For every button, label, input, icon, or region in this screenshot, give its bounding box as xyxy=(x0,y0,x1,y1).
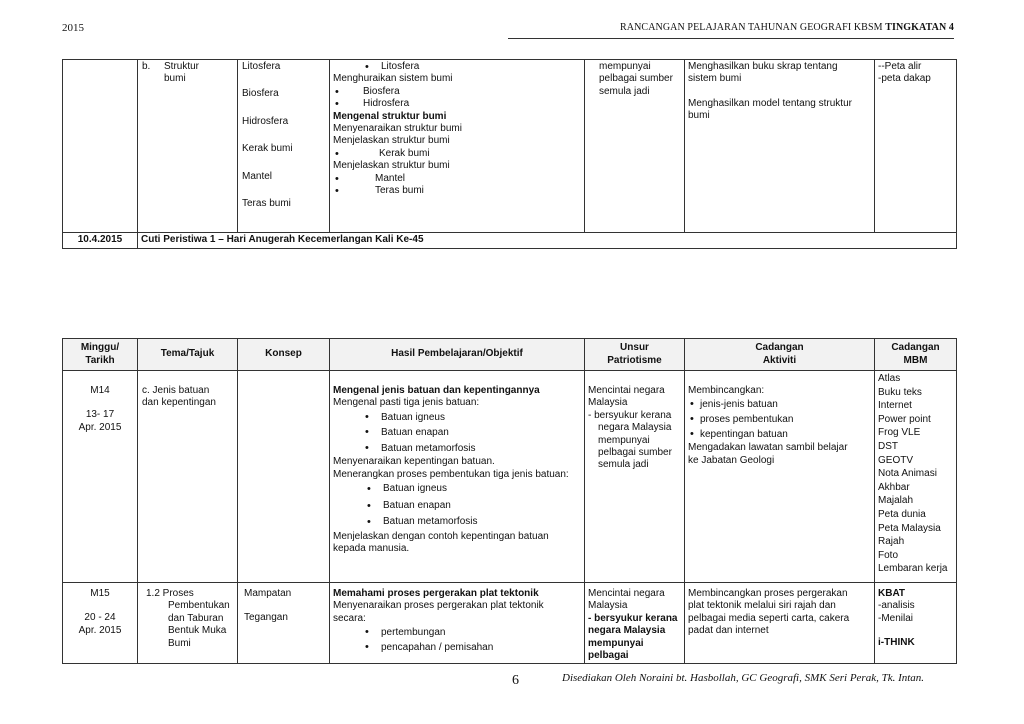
patriotism-line: semula jadi xyxy=(598,459,649,471)
objective-bullet: • Batuan metamorfosis xyxy=(333,441,581,457)
holiday-text: Cuti Peristiwa 1 – Hari Anugerah Kecemerlangan Kali Ke-45 xyxy=(138,233,957,249)
activity-bullet: • jenis-jenis batuan xyxy=(688,397,871,412)
week-date: Apr. 2015 xyxy=(78,421,122,433)
week-number: M14 xyxy=(90,385,110,396)
objective-cell xyxy=(330,371,585,583)
activity-line: pelbagai media seperti carta, cakera xyxy=(688,612,850,624)
topic-line: Pembentukan xyxy=(168,600,230,612)
header-year: 2015 xyxy=(62,22,84,34)
patriotism-line: pelbagai sumber xyxy=(599,73,673,85)
header-text: Patriotisme xyxy=(607,354,662,366)
week-date: 13- 17 xyxy=(85,409,115,421)
objective-line: Mengenal pasti tiga jenis batuan: xyxy=(333,397,480,409)
mbm-item: Foto xyxy=(878,549,899,561)
topic-line: Bentuk Muka xyxy=(168,625,227,637)
objective-bullet: • Teras bumi xyxy=(333,185,581,197)
mbm-item: Buku teks xyxy=(878,386,922,398)
objective-bullet: • Biosfera xyxy=(333,86,581,98)
patriotism-line: Malaysia xyxy=(588,397,628,409)
objective-bullet: • Hidrosfera xyxy=(333,98,581,110)
objective-heading: Mengenal struktur bumi xyxy=(333,110,447,122)
mbm-item: Power point xyxy=(878,413,931,425)
page-number: 6 xyxy=(512,673,519,688)
activity-cell xyxy=(685,371,875,583)
header-title-main: RANCANGAN PELAJARAN TAHUNAN GEOGRAFI KBSM xyxy=(620,22,886,33)
patriotism-line: mempunyai xyxy=(598,434,650,446)
concept-item: Mantel xyxy=(242,170,273,182)
activity-line: Mengadakan lawatan sambil belajar xyxy=(688,442,848,454)
table-row xyxy=(63,60,957,233)
topic-cell xyxy=(138,60,238,233)
topic-line: bumi xyxy=(164,73,186,85)
mbm-item: Rajah xyxy=(878,536,905,548)
patriotism-line: Mencintai negara xyxy=(588,588,665,599)
mbm-item: Lembaran kerja xyxy=(878,563,948,575)
activity-cell xyxy=(685,583,875,664)
table-row-m15 xyxy=(63,583,957,664)
mbm-item: Frog VLE xyxy=(878,427,921,439)
objective-bullet: • Mantel xyxy=(333,173,581,185)
week-cell xyxy=(63,60,138,233)
concept-item: Mampatan xyxy=(244,588,292,599)
mbm-cell xyxy=(875,371,957,583)
col-header-topic: Tema/Tajuk xyxy=(138,339,238,371)
concept-item: Teras bumi xyxy=(242,198,291,210)
activity-line: Membincangkan: xyxy=(688,385,765,396)
activity-line: bumi xyxy=(688,110,710,122)
patriotism-line: negara Malaysia xyxy=(598,422,672,434)
patriotism-line: - bersyukur kerana xyxy=(588,612,678,624)
objective-cell xyxy=(330,583,585,664)
activity-bullet: • proses pembentukan xyxy=(688,412,871,427)
mbm-item: Atlas xyxy=(878,373,901,384)
objective-line: secara: xyxy=(333,612,366,624)
mbm-item: Internet xyxy=(878,400,912,412)
concept-item: Tegangan xyxy=(244,612,288,624)
topic-line: 1.2 Proses xyxy=(146,588,194,599)
mbm-item: --Peta alir xyxy=(878,61,922,72)
activity-line: Menghasilkan buku skrap tentang xyxy=(688,61,838,72)
lesson-plan-table xyxy=(62,338,957,664)
objective-line: kepada manusia. xyxy=(333,543,410,555)
mbm-item: -peta dakap xyxy=(878,73,931,85)
col-header-mbm xyxy=(875,339,957,371)
patriotism-line: semula jadi xyxy=(599,85,650,97)
header-title-level: TINGKATAN 4 xyxy=(885,22,954,33)
mbm-cell xyxy=(875,583,957,664)
topic-letter: b. xyxy=(142,61,151,72)
objective-bullet: • pencapahan / pemisahan xyxy=(333,640,581,655)
header-text: Cadangan xyxy=(755,342,804,354)
col-header-objective: Hasil Pembelajaran/Objektif xyxy=(330,339,585,371)
concept-cell xyxy=(238,583,330,664)
col-header-concept: Konsep xyxy=(238,339,330,371)
week-number: M15 xyxy=(90,588,110,599)
mbm-cell xyxy=(875,60,957,233)
header-text: Unsur xyxy=(620,342,649,354)
objective-line: Menjelaskan struktur bumi xyxy=(333,135,450,147)
activity-line: Menghasilkan model tentang struktur xyxy=(688,97,852,109)
activity-cell xyxy=(685,60,875,233)
mbm-item: DST xyxy=(878,440,898,452)
patriotism-line: Malaysia xyxy=(588,600,628,612)
objective-line: Menyenaraikan proses pergerakan plat tektonik xyxy=(333,600,544,612)
header-text: Aktiviti xyxy=(762,354,797,366)
patriotism-cell xyxy=(585,60,685,233)
topic-line: Struktur xyxy=(164,61,200,72)
header-rule xyxy=(508,38,954,39)
patriotism-line: - bersyukur kerana xyxy=(588,409,672,421)
topic-line: Bumi xyxy=(168,637,191,649)
objective-heading: Memahami proses pergerakan plat tektonik xyxy=(333,588,539,599)
mbm-item: Nota Animasi xyxy=(878,468,937,480)
objective-line: Menerangkan proses pembentukan tiga jenis batuan: xyxy=(333,468,569,480)
patriotism-line: mempunyai pelbagai xyxy=(588,637,644,662)
objective-bullet: • Litosfera xyxy=(333,61,581,73)
mbm-item: Peta dunia xyxy=(878,508,926,520)
objective-line: Menjelaskan dengan contoh kepentingan batuan xyxy=(333,530,549,542)
objective-line: Menjelaskan struktur bumi xyxy=(333,160,450,172)
patriotism-line: negara Malaysia xyxy=(588,625,666,637)
table-row-m14 xyxy=(63,371,957,583)
col-header-activity xyxy=(685,339,875,371)
activity-bullet: • kepentingan batuan xyxy=(688,427,871,442)
objective-bullet: • Batuan igneus xyxy=(333,410,581,426)
header-text: Cadangan xyxy=(891,342,940,354)
activity-line: padat dan internet xyxy=(688,625,769,637)
footer-credit: Disediakan Oleh Noraini bt. Hasbollah, GC Geografi, SMK Seri Perak, Tk. Intan. xyxy=(562,672,925,684)
mbm-item: -analisis xyxy=(878,600,915,612)
col-header-patriotism xyxy=(585,339,685,371)
mbm-item: GEOTV xyxy=(878,454,914,466)
topic-line: c. Jenis batuan xyxy=(142,385,210,396)
mbm-item: Majalah xyxy=(878,495,914,507)
table-header-row xyxy=(63,339,957,371)
concept-item: Litosfera xyxy=(242,61,281,72)
objective-line: Menyenaraikan struktur bumi xyxy=(333,123,462,135)
header-text: Tarikh xyxy=(85,354,115,366)
table-row-holiday xyxy=(63,233,957,249)
activity-line: plat tektonik melalui siri rajah dan xyxy=(688,600,836,612)
mbm-item: Peta Malaysia xyxy=(878,522,941,534)
header-text: Minggu/ xyxy=(80,342,120,354)
patriotism-line: mempunyai xyxy=(599,61,651,72)
objective-heading: Mengenal jenis batuan dan kepentingannya xyxy=(333,385,540,396)
objective-line: Menyenaraikan kepentingan batuan. xyxy=(333,456,495,468)
mbm-heading: i-THINK xyxy=(878,637,915,649)
week-cell xyxy=(63,583,138,664)
objective-line: Menghuraikan sistem bumi xyxy=(333,73,453,85)
objective-bullet: • Batuan enapan xyxy=(333,425,581,441)
patriotism-line: Mencintai negara xyxy=(588,385,665,396)
concept-item: Kerak bumi xyxy=(242,143,293,155)
mbm-item: Akhbar xyxy=(878,481,910,493)
concept-item: Biosfera xyxy=(242,88,279,100)
col-header-week xyxy=(63,339,138,371)
header-text: MBM xyxy=(903,354,928,366)
concept-cell xyxy=(238,371,330,583)
mbm-item: -Menilai xyxy=(878,612,914,624)
lesson-plan-table-continued xyxy=(62,59,957,249)
topic-line: dan kepentingan xyxy=(142,397,216,409)
activity-line: Membincangkan proses pergerakan xyxy=(688,588,848,599)
objective-bullet: • Batuan enapan xyxy=(333,498,581,515)
patriotism-cell xyxy=(585,371,685,583)
objective-bullet: • Kerak bumi xyxy=(333,148,581,160)
holiday-date: 10.4.2015 xyxy=(63,233,138,249)
header-title xyxy=(620,22,954,33)
objective-bullet: • pertembungan xyxy=(333,625,581,640)
patriotism-line: pelbagai sumber xyxy=(598,447,672,459)
topic-line: dan Taburan xyxy=(168,612,224,624)
topic-cell xyxy=(138,371,238,583)
mbm-heading: KBAT xyxy=(878,588,906,599)
week-cell xyxy=(63,371,138,583)
objective-cell xyxy=(330,60,585,233)
objective-bullet: • Batuan igneus xyxy=(333,481,581,498)
activity-line: ke Jabatan Geologi xyxy=(688,454,775,466)
patriotism-cell xyxy=(585,583,685,664)
concept-item: Hidrosfera xyxy=(242,115,289,127)
activity-line: sistem bumi xyxy=(688,73,742,85)
topic-cell xyxy=(138,583,238,664)
week-date: Apr. 2015 xyxy=(78,624,122,636)
concept-cell xyxy=(238,60,330,233)
week-date: 20 - 24 xyxy=(84,612,116,624)
objective-bullet: • Batuan metamorfosis xyxy=(333,514,581,531)
